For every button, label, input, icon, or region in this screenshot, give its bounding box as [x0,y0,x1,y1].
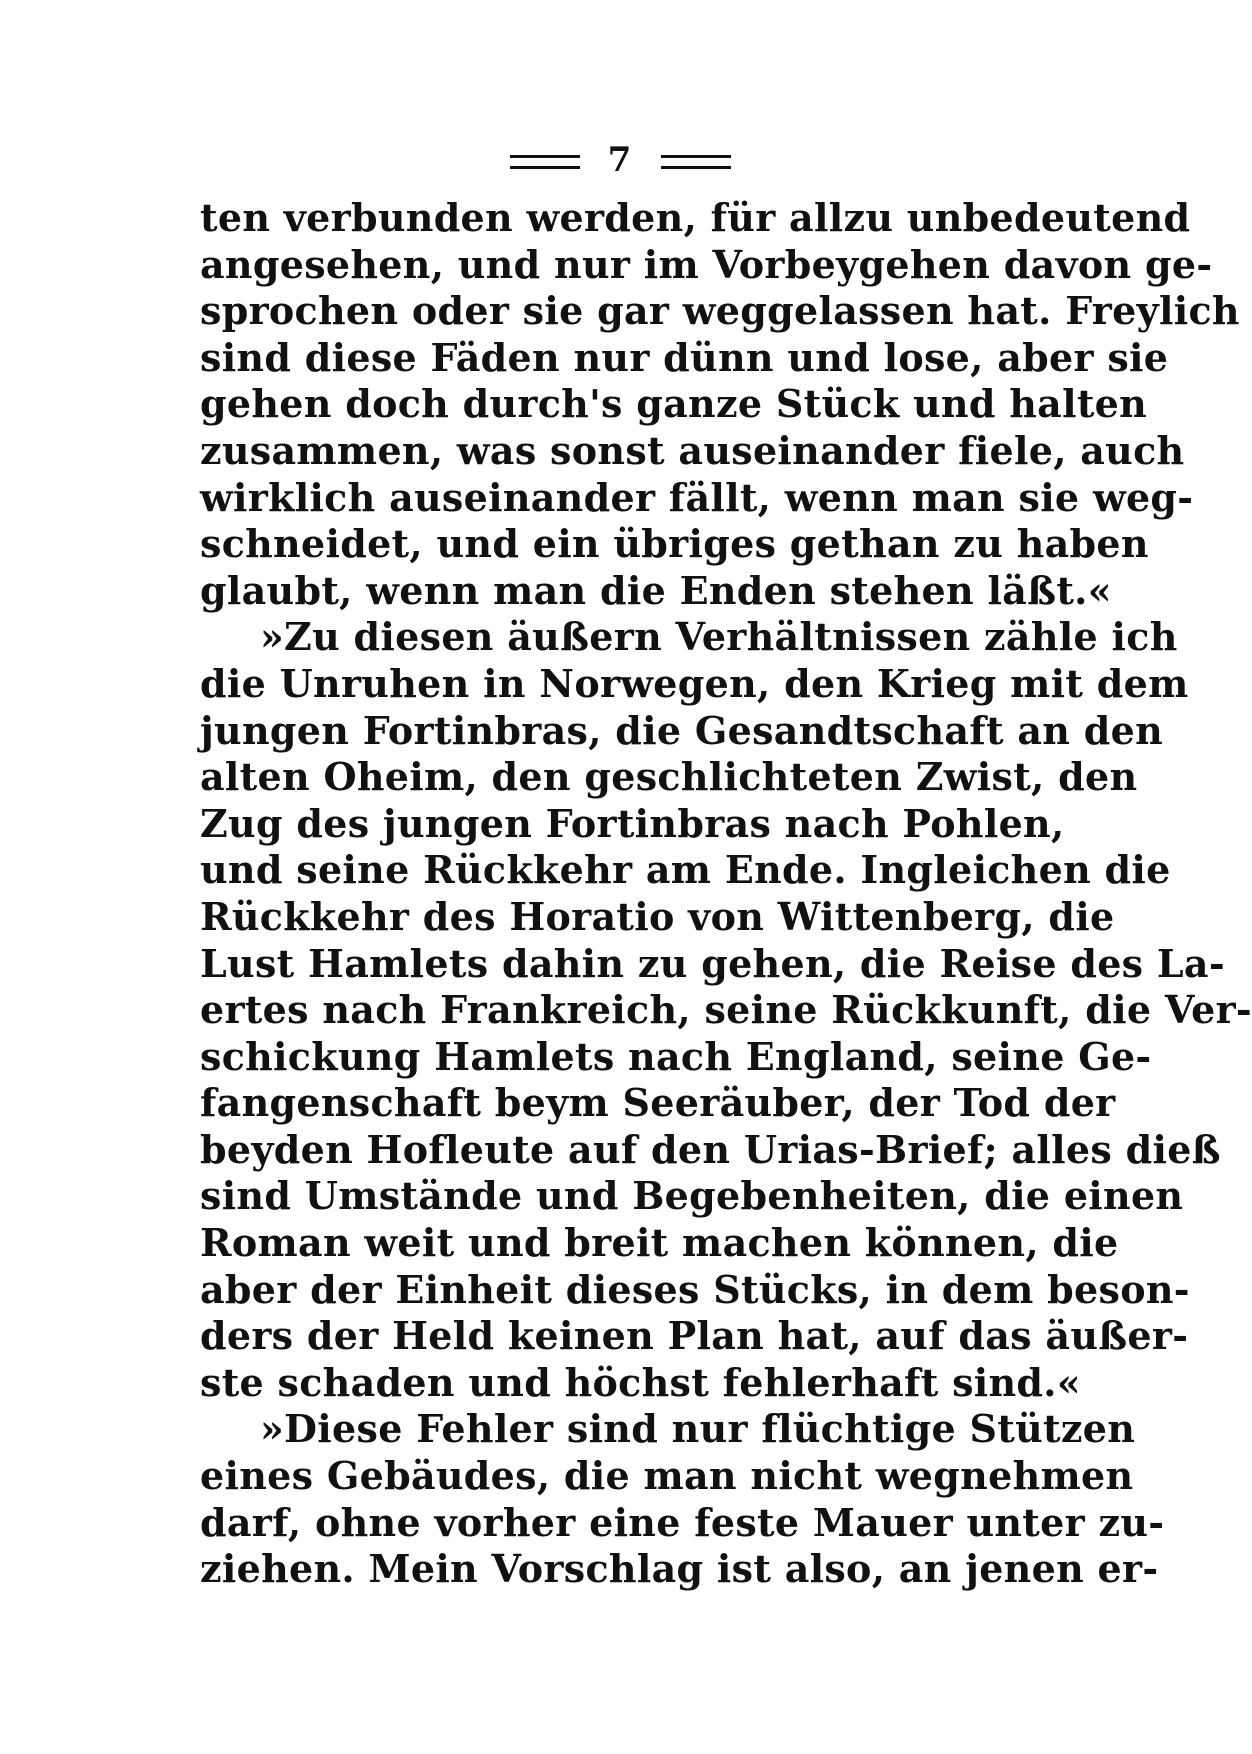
text-line: die Unruhen in Norwegen, den Krieg mit dem [200,660,1189,706]
text-line: wirklich auseinander fällt, wenn man sie weg- [200,474,1194,520]
text-line: jungen Fortinbras, die Gesandtschaft an den [200,707,1164,753]
text-line: schneidet, und ein übriges gethan zu haben [200,521,1149,567]
text-line: beyden Hofleute auf den Urias-Brief; alles dieß [200,1126,1221,1172]
text-line: sind diese Fäden nur dünn und lose, aber sie [200,334,1169,380]
body-text [200,195,1252,1593]
text-line: schickung Hamlets nach England, seine Ge- [200,1033,1152,1079]
text-line: fangenschaft beym Seeräuber, der Tod der [200,1080,1116,1126]
text-line: glaubt, wenn man die Enden stehen läßt.« [200,567,1112,613]
text-line: und seine Rückkehr am Ende. Ingleichen die [200,847,1171,893]
text-line-paragraph-start: »Zu diesen äußern Verhältnissen zähle ich [260,614,1178,660]
text-line: gehen doch durch's ganze Stück und halten [200,381,1148,427]
text-line: alten Oheim, den geschlichteten Zwist, den [200,754,1138,800]
text-line: ste schaden und höchst fehlerhaft sind.« [200,1359,1081,1405]
text-line: aber der Einheit dieses Stücks, in dem beson- [200,1266,1190,1312]
text-line: Lust Hamlets dahin zu gehen, die Reise des La- [200,940,1225,986]
text-line: eines Gebäudes, die man nicht wegnehmen [200,1453,1134,1499]
text-line: sind Umstände und Begebenheiten, die einen [200,1173,1184,1219]
header-ornament-right [661,155,731,169]
text-line: ertes nach Frankreich, seine Rückkunft, die Ver- [200,987,1252,1033]
text-line-paragraph-start: »Diese Fehler sind nur flüchtige Stützen [260,1406,1136,1452]
page-number: 7 [607,140,634,180]
text-line: sprochen oder sie gar weggelassen hat. Freylich [200,288,1240,334]
header-ornament-left [510,155,580,169]
text-line: ders der Held keinen Plan hat, auf das äußer- [200,1313,1189,1359]
text-line: darf, ohne vorher eine feste Mauer unter zu- [200,1499,1165,1545]
text-line: Zug des jungen Fortinbras nach Pohlen, [200,800,1065,846]
text-line: angesehen, und nur im Vorbeygehen davon ge- [200,241,1213,287]
page-header [0,140,1241,180]
text-line: zusammen, was sonst auseinander fiele, auch [200,427,1185,473]
text-line: Roman weit und breit machen können, die [200,1220,1119,1266]
text-line: Rückkehr des Horatio von Wittenberg, die [200,893,1115,939]
text-line: ziehen. Mein Vorschlag ist also, an jenen er- [200,1546,1159,1592]
text-line: ten verbunden werden, für allzu unbedeutend [200,195,1191,240]
